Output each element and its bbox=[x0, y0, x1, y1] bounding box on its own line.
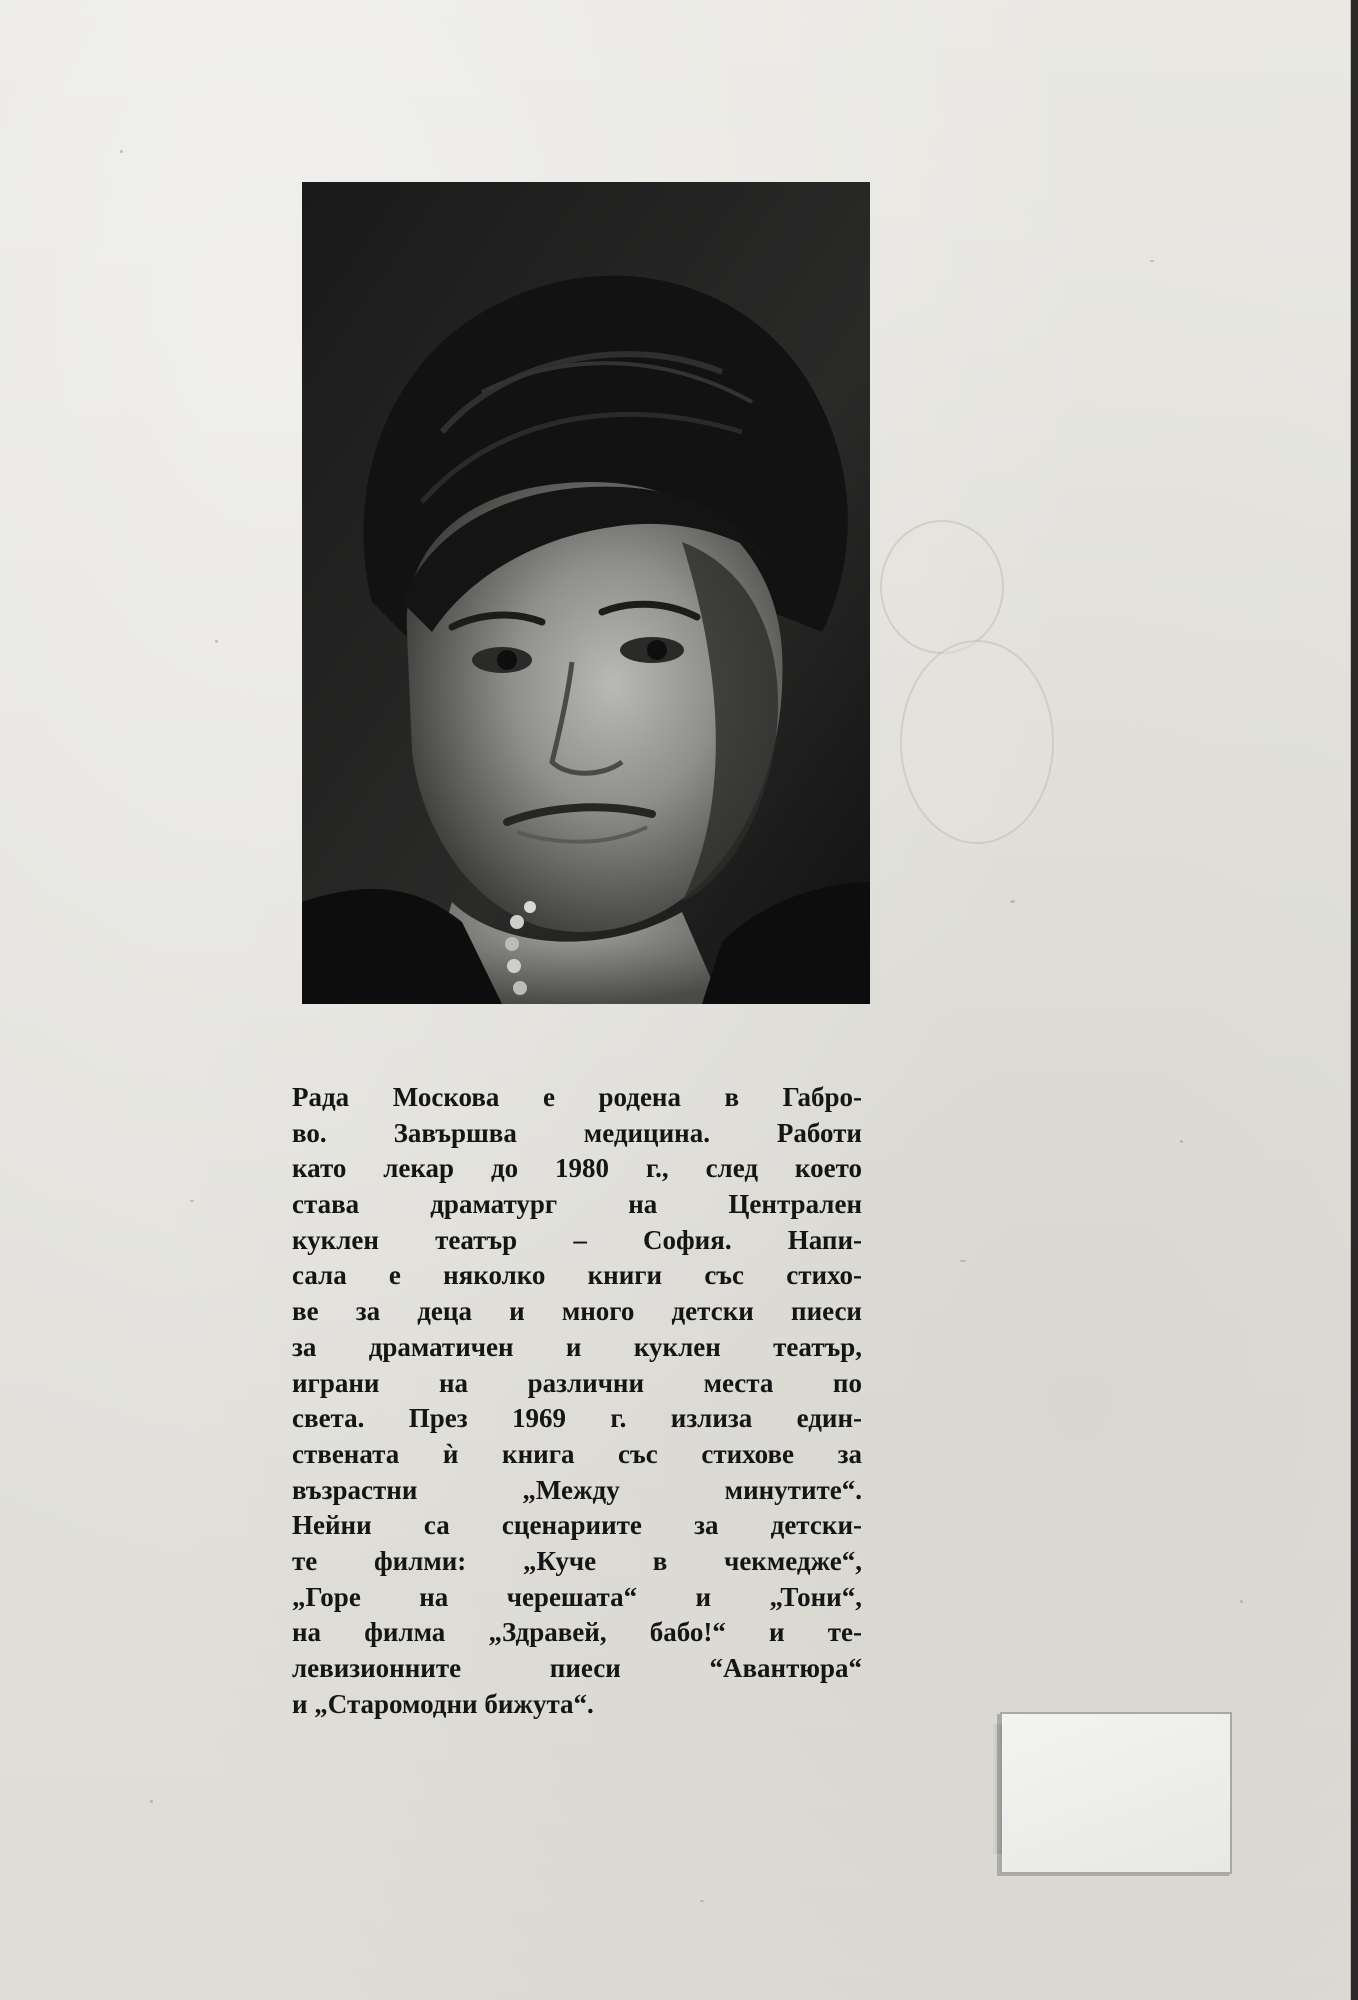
paper-stain bbox=[900, 640, 1054, 844]
bio-line: сала е няколко книги със стихо- bbox=[292, 1260, 862, 1291]
paper-speck bbox=[120, 150, 123, 153]
bio-line: става драматург на Централен bbox=[292, 1189, 862, 1220]
bio-line: възрастни „Между минутите“. bbox=[292, 1474, 862, 1505]
paper-speck bbox=[700, 1900, 704, 1902]
bio-line: те филми: „Куче в чекмедже“, bbox=[292, 1545, 862, 1576]
paper-speck bbox=[1240, 1600, 1243, 1603]
portrait-image bbox=[302, 182, 870, 1004]
paper-speck bbox=[215, 640, 218, 643]
author-portrait bbox=[302, 182, 870, 1004]
bio-line: куклен театър – София. Напи- bbox=[292, 1224, 862, 1255]
paper-speck bbox=[1150, 260, 1154, 262]
bio-line: за драматичен и куклен театър, bbox=[292, 1331, 862, 1362]
paper-speck bbox=[190, 1200, 194, 1202]
paper-speck bbox=[1180, 1140, 1183, 1143]
bio-line: играни на различни места по bbox=[292, 1367, 862, 1398]
bio-line: като лекар до 1980 г., след което bbox=[292, 1153, 862, 1184]
author-biography bbox=[292, 1080, 862, 1722]
bio-line: левизионните пиеси “Авантюра“ bbox=[292, 1653, 862, 1683]
bio-line: во. Завършва медицина. Работи bbox=[292, 1117, 862, 1148]
paper-stain bbox=[880, 520, 1004, 654]
bio-line: света. През 1969 г. излиза един- bbox=[292, 1403, 862, 1434]
bio-line: Нейни са сценариите за детски- bbox=[292, 1510, 862, 1541]
paper-speck bbox=[150, 1800, 153, 1803]
bio-line: и „Старомодни бижута“. bbox=[292, 1688, 594, 1719]
bio-line: ве за деца и много детски пиеси bbox=[292, 1296, 862, 1327]
bio-line: Рада Москова е родена в Габро- bbox=[292, 1082, 862, 1112]
bio-line: ствената ѝ книга със стихове за bbox=[292, 1438, 862, 1469]
bio-line: „Горе на черешата“ и „Тони“, bbox=[292, 1581, 862, 1612]
paper-speck bbox=[960, 1260, 966, 1262]
paper-speck bbox=[1010, 900, 1015, 903]
bio-line: на филма „Здравей, бабо!“ и те- bbox=[292, 1617, 862, 1648]
blank-sticker-label bbox=[1000, 1712, 1232, 1874]
